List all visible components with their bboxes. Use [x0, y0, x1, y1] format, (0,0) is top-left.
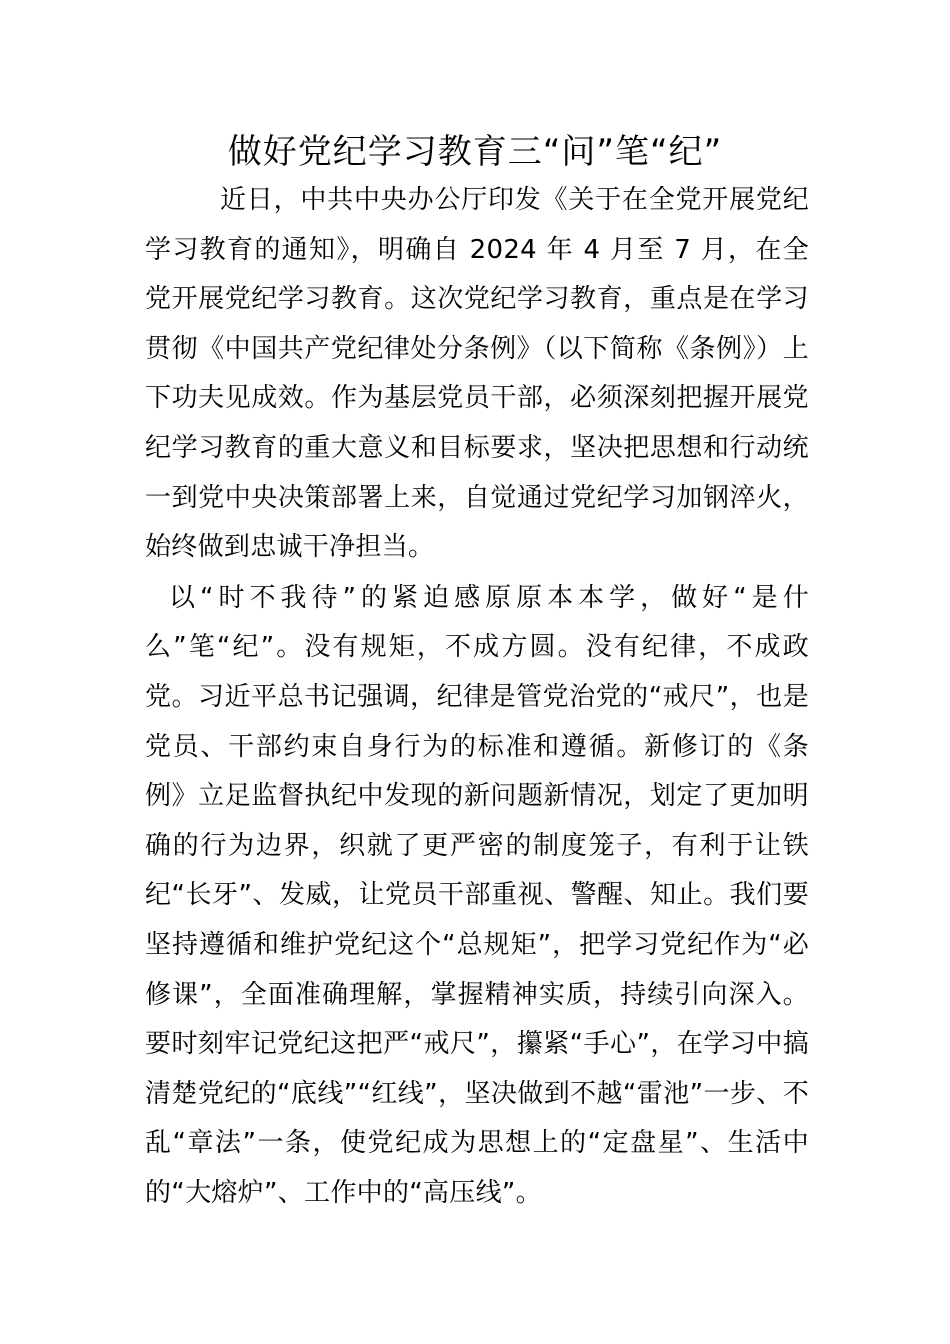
- paragraph-section-one: 以“时不我待”的紧迫感原原本本学，做好“是什么”笔“纪”。没有规矩，不成方圆。没有纪律，不成政党。习近平总书记强调，纪律是管党治党的“戒尺”，也是党员、干部约束自身行为的标准和遵循。新修订的《条例》立足监督执纪中发现的新问题新情况，划定了更加明确的行为边界，织就了更严密的制度笼子，有利于让铁纪“长牙”、发威，让党员干部重视、警醒、知止。我们要坚持遵循和维护党纪这个“总规矩”，把学习党纪作为“必修课”，全面准确理解，掌握精神实质，持续引向深入。要时刻牢记党纪这把严“戒尺”，攥紧“手心”，在学习中搞清楚党纪的“底线”“红线”，坚决做到不越“雷池”一步、不乱“章法”一条，使党纪成为思想上的“定盘星”、生活中的“大熔炉”、工作中的“高压线”。: [145, 582, 809, 1208]
- paragraph-intro: 近日，中共中央办公厅印发《关于在全党开展党纪学习教育的通知》，明确自 2024 年 4 月至 7 月，在全党开展党纪学习教育。这次党纪学习教育，重点是在学习贯彻《中国共产党纪律处分条例》（以下简称《条例》）上下功夫见成效。作为基层党员干部，必须深刻把握开展党纪学习教育的重大意义和目标要求，坚决把思想和行动统一到党中央决策部署上来，自觉通过党纪学习加钢淬火，始终做到忠诚干净担当。: [145, 185, 809, 563]
- document-title: 做好党纪学习教育三“问”笔“纪”: [227, 132, 723, 172]
- document-body: [145, 176, 809, 1218]
